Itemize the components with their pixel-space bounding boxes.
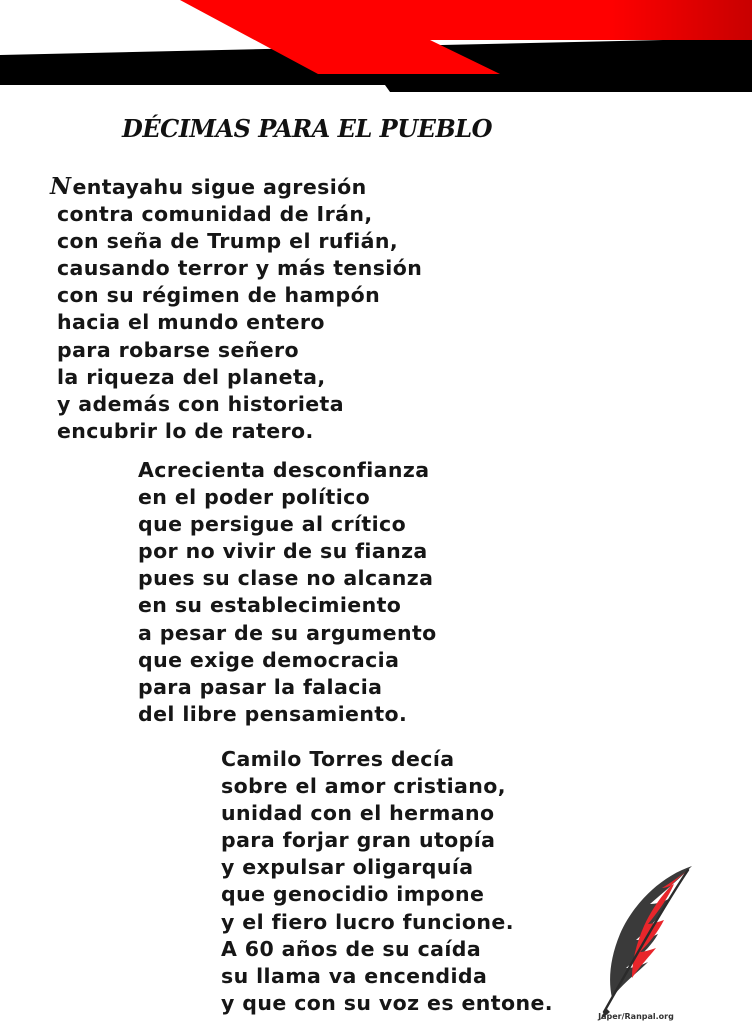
verse-line: [50, 173, 422, 201]
verse-line: y que con su voz es entone.: [221, 990, 553, 1015]
verse-line: Acrecienta desconfianza: [138, 458, 430, 482]
verse-line: que genocidio impone: [221, 882, 485, 907]
drop-cap: N: [50, 173, 72, 200]
verse-line: que exige democracia: [138, 647, 400, 672]
verse-line: unidad con el hermano: [221, 801, 495, 826]
verse-line: pues su clase no alcanza: [138, 566, 434, 591]
verse-line: su llama va encendida: [221, 963, 488, 988]
banner-white-wedge: [0, 85, 390, 92]
verse-line: y el fiero lucro funcione.: [221, 909, 514, 934]
verse-line: causando terror y más tensión: [57, 256, 423, 281]
stanza-2: [138, 457, 437, 728]
stanza-3: [221, 746, 553, 1017]
verse-line: A 60 años de su caída: [221, 936, 482, 961]
verse-line: que persigue al crítico: [138, 512, 407, 537]
verse-line-rest: entayahu sigue agresión: [72, 175, 367, 199]
verse-line: la riqueza del planeta,: [57, 364, 326, 389]
verse-line: en el poder político: [138, 485, 371, 510]
verse-line: para forjar gran utopía: [221, 828, 496, 853]
banner-bottom-edge: [0, 92, 752, 100]
feather-quill-icon: [592, 862, 702, 1024]
verse-line: en su establecimiento: [138, 593, 402, 618]
verse-line: del libre pensamiento.: [138, 701, 408, 726]
verse-line: contra comunidad de Irán,: [57, 202, 373, 227]
poem-title: DÉCIMAS PARA EL PUEBLO: [122, 114, 493, 143]
verse-line: por no vivir de su fianza: [138, 539, 428, 564]
verse-line: para pasar la falacia: [138, 674, 383, 699]
feather-shaft: [604, 870, 688, 1012]
verse-line: sobre el amor cristiano,: [221, 774, 506, 799]
verse-line: encubrir lo de ratero.: [57, 418, 314, 443]
verse-line: Camilo Torres decía: [221, 747, 455, 771]
stanza-1: [50, 173, 423, 445]
verse-line: con seña de Trump el rufián,: [57, 229, 399, 254]
header-banner: [0, 0, 752, 100]
verse-line: hacia el mundo entero: [57, 310, 325, 335]
logo-caption: Japer/Ranpal.org: [598, 1012, 674, 1021]
verse-line: y además con historieta: [57, 391, 344, 416]
verse-line: para robarse señero: [57, 337, 300, 362]
verse-line: con su régimen de hampón: [57, 283, 381, 308]
verse-line: y expulsar oligarquía: [221, 855, 474, 880]
verse-line: a pesar de su argumento: [138, 620, 437, 645]
